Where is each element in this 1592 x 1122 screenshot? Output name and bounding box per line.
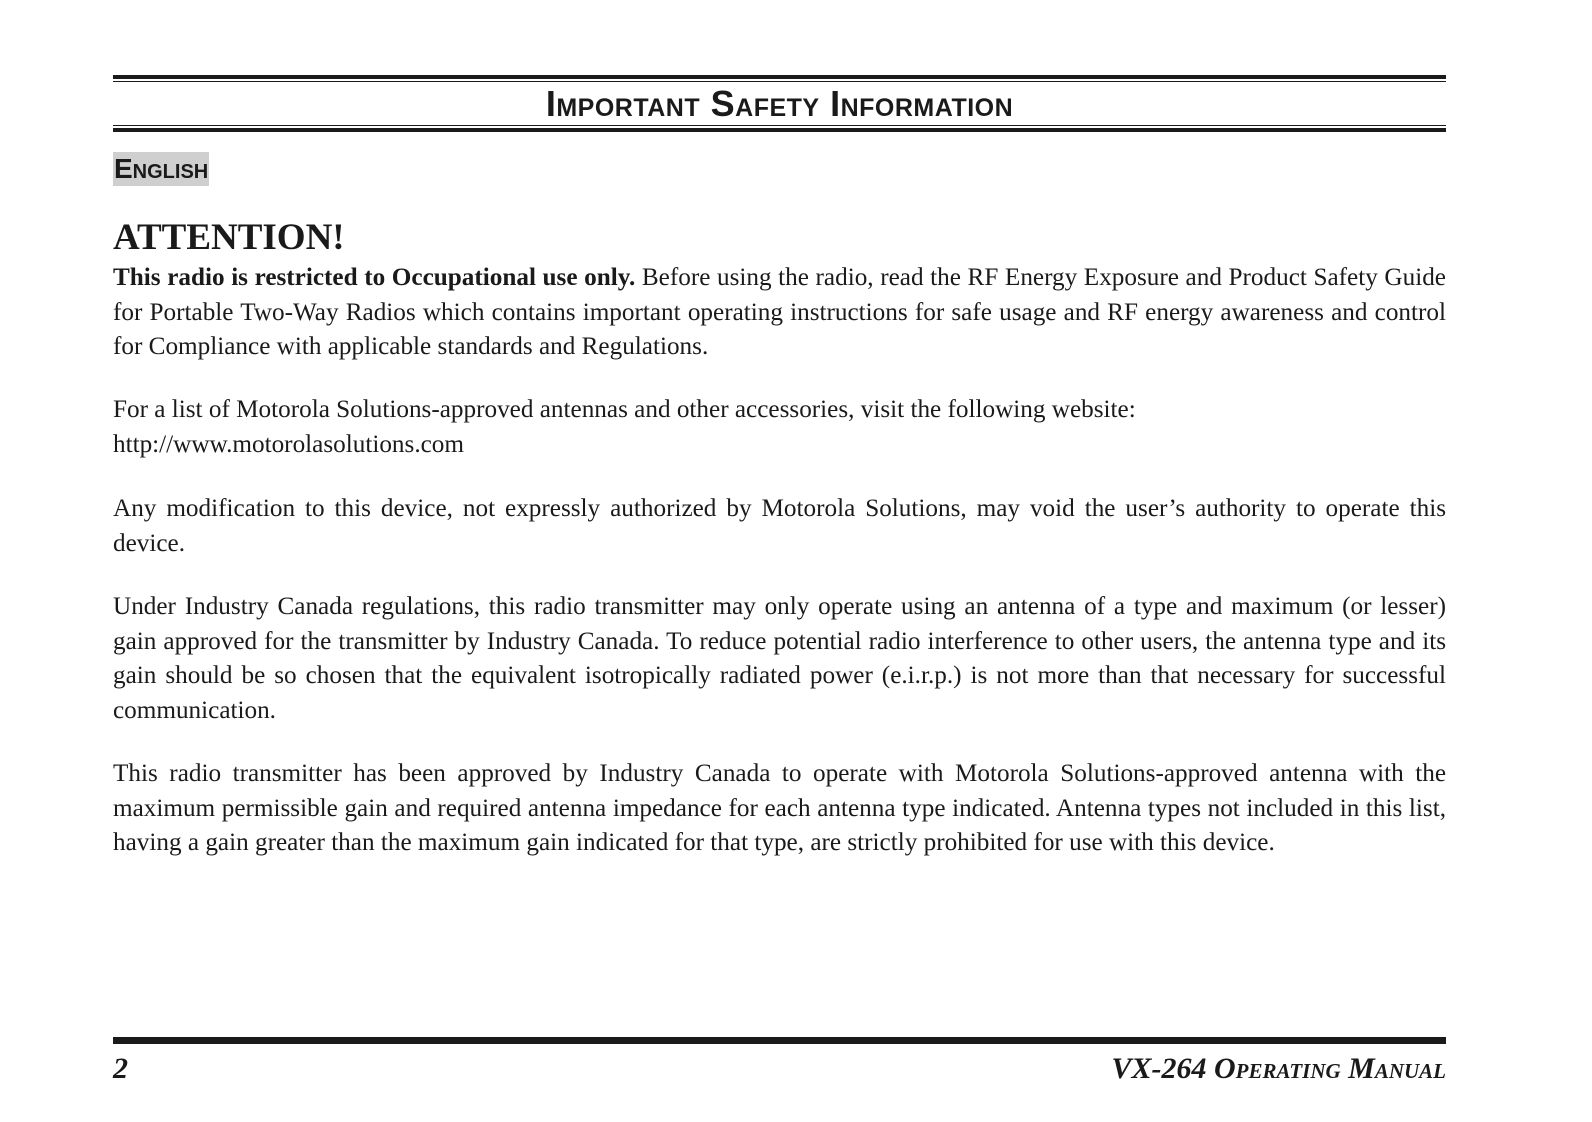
- document-page: [113, 0, 1446, 1122]
- paragraph-industry-canada: Under Industry Canada regulations, this radio transmitter may only operate using an antenna of a type and maximum (or lesser) gain approved for the transmitter by Industry Canada. To reduce potential radio interference to other users, the antenna type and its gain should be so chosen that the equivalent isotropically radiated power (e.i.r.p.) is not more than that necessary for successful communication.: [113, 593, 1446, 724]
- paragraph-text: For a list of Motorola Solutions-approved antennas and other accessories, visit the following website:: [113, 396, 1136, 423]
- paragraph-text: Before using the radio, read the RF Energy Exposure and Product Safety Guide for Portable Two-Way Radios which contains important operating instructions for safe usage and RF energy awareness and control for Compliance with applicable standards and Regulations.: [113, 264, 1446, 361]
- paragraph-accessories: [113, 393, 1446, 462]
- header-rule-thin: [113, 125, 1446, 126]
- page-number: 2: [113, 1052, 128, 1085]
- paragraph-bold-lead: This radio is restricted to Occupational use only.: [113, 264, 636, 291]
- header-rule-thin: [113, 81, 1446, 82]
- website-link: http://www.motorolasolutions.com: [113, 430, 464, 458]
- header-rule: [113, 128, 1446, 132]
- paragraph-approved-antenna: This radio transmitter has been approved by Industry Canada to operate with Motorola Solutions-approved antenna with the maximum permissible gain and required antenna impedance for each antenna type indicated. Antenna types not included in this list, having a gain greater than the maximum gain indicated for that type, are strictly prohibited for use with this device.: [113, 760, 1446, 857]
- language-label: English: [114, 153, 209, 184]
- page-title: Important Safety Information: [545, 83, 1014, 124]
- header-rule: [113, 75, 1446, 79]
- manual-title: VX-264 Operating Manual: [1111, 1052, 1446, 1085]
- attention-heading: ATTENTION!: [113, 217, 345, 258]
- footer-rule: [113, 1037, 1446, 1044]
- paragraph-occupational-use: [113, 261, 1446, 365]
- paragraph-modification: Any modification to this device, not expressly authorized by Motorola Solutions, may void the user’s authority to operate this device.: [113, 495, 1446, 557]
